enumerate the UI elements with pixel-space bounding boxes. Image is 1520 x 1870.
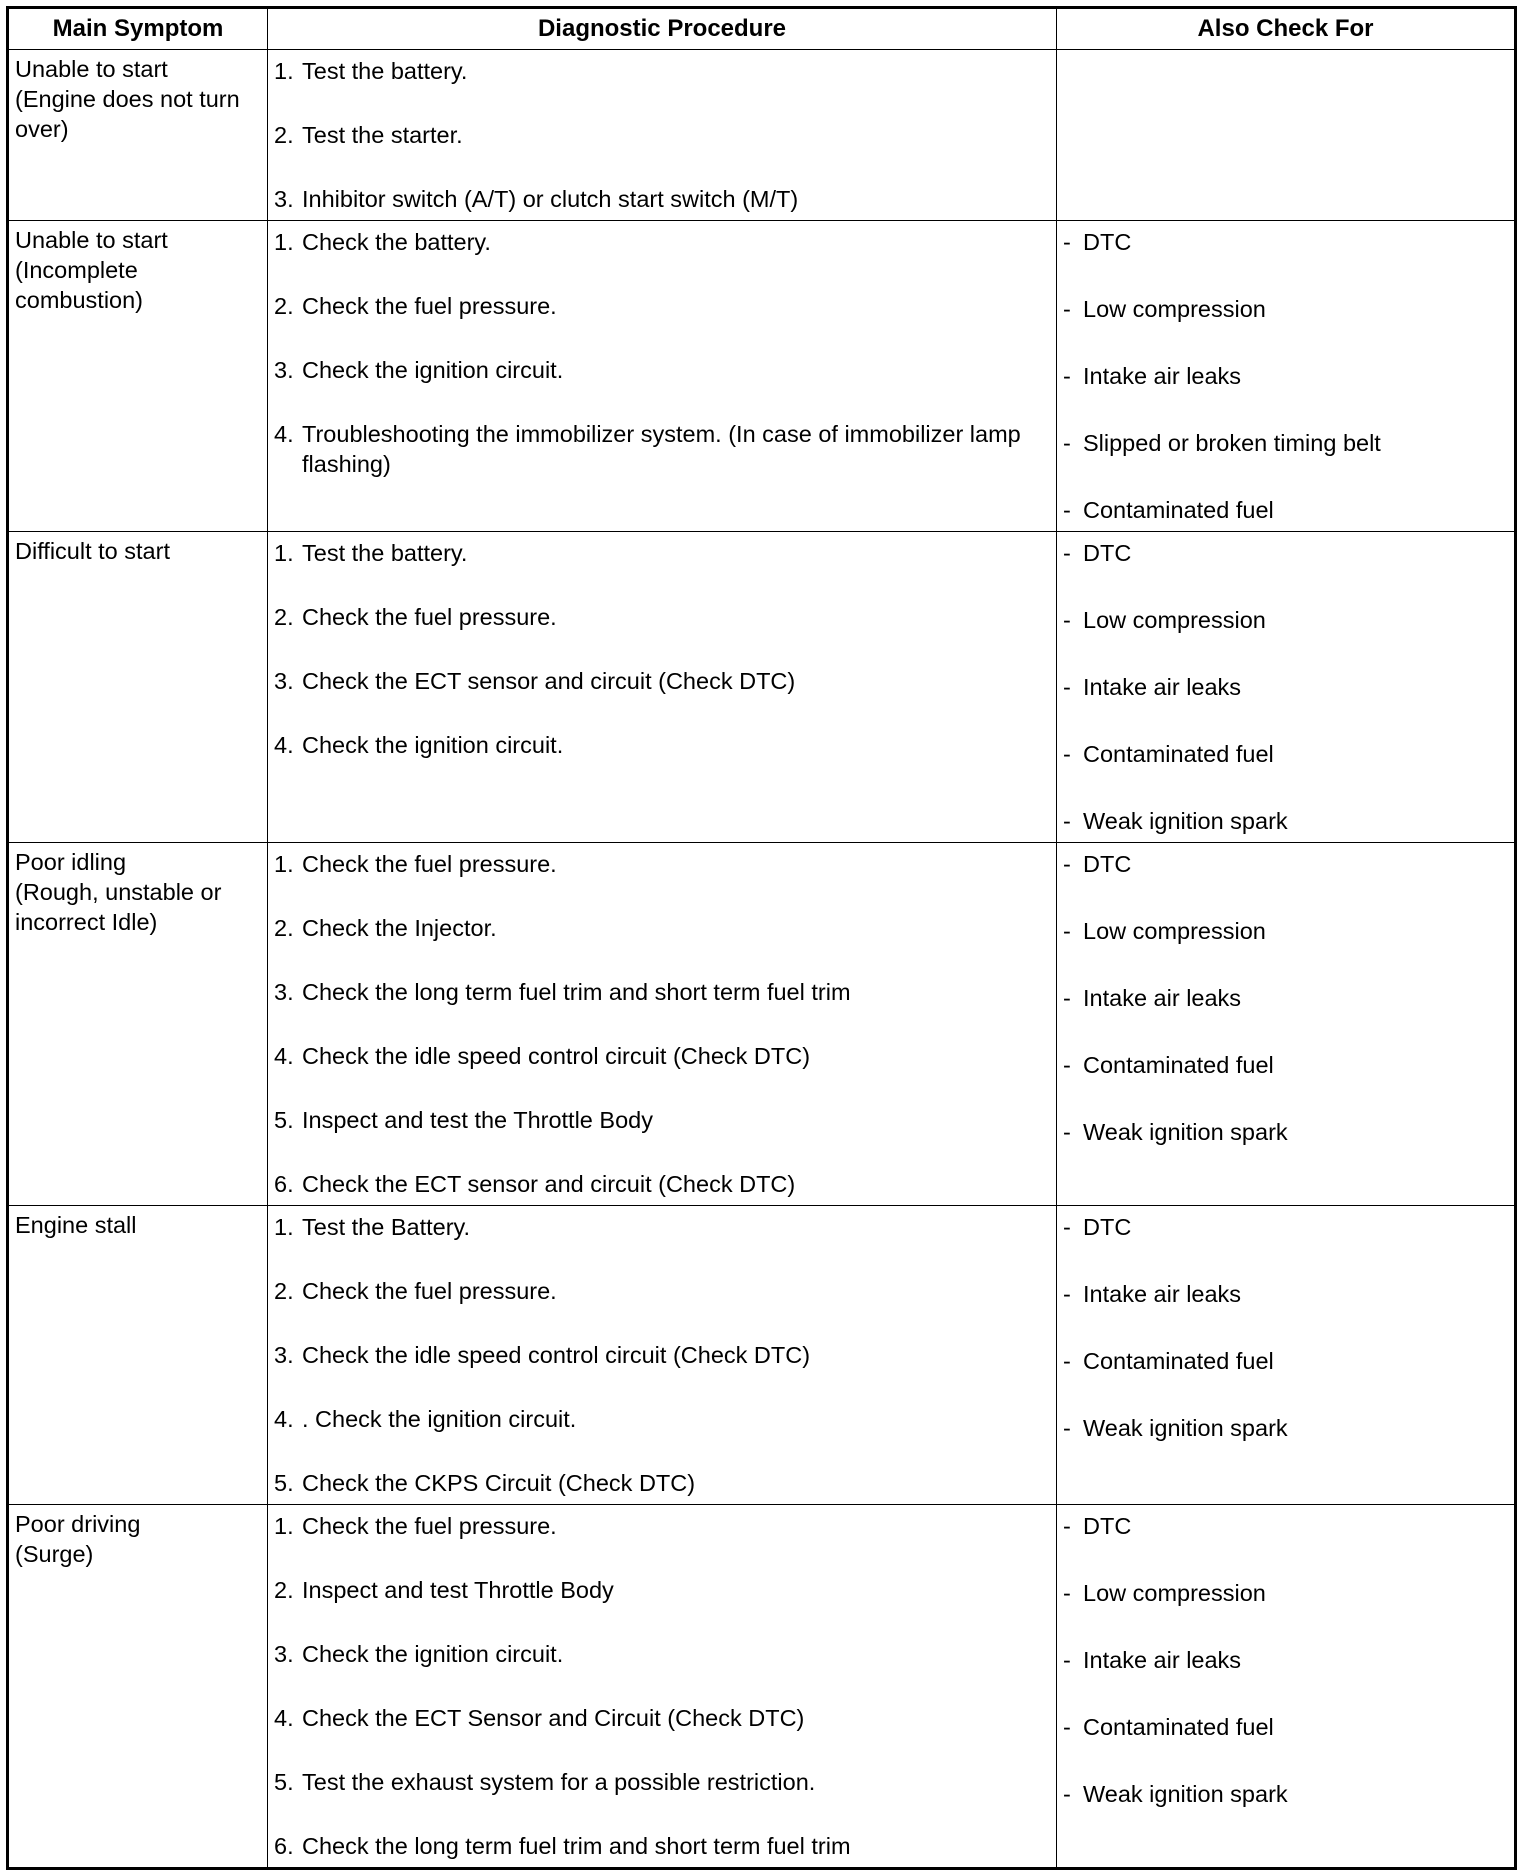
step-number: 2.	[274, 1278, 294, 1304]
procedure-step	[274, 1468, 1050, 1498]
also-check-item	[1063, 1212, 1508, 1242]
also-check-list	[1057, 221, 1514, 525]
step-text: Check the CKPS Circuit (Check DTC)	[302, 1470, 696, 1496]
procedure-step	[274, 184, 1050, 214]
step-number: 4.	[274, 1406, 294, 1432]
dash-bullet: -	[1063, 497, 1071, 523]
also-check-item	[1063, 1511, 1508, 1541]
also-check-text: Weak ignition spark	[1083, 1781, 1288, 1807]
dash-bullet: -	[1063, 918, 1071, 944]
symptom-text: Poor driving (Surge)	[15, 1511, 141, 1567]
header-main-symptom: Main Symptom	[8, 8, 268, 50]
procedure-step	[274, 1575, 1050, 1605]
also-check-text: DTC	[1083, 540, 1132, 566]
also-check-item	[1063, 983, 1508, 1013]
procedure-step	[274, 1340, 1050, 1370]
dash-bullet: -	[1063, 1348, 1071, 1374]
step-text: Check the Injector.	[302, 915, 497, 941]
also-check-item	[1063, 1779, 1508, 1809]
symptom-text: Poor idling (Rough, unstable or incorrect Idle)	[15, 849, 222, 935]
table-row	[8, 50, 1516, 221]
also-check-text: Low compression	[1083, 607, 1266, 633]
also-check-text: Weak ignition spark	[1083, 1119, 1288, 1145]
procedure-step	[274, 1703, 1050, 1733]
procedure-step	[274, 849, 1050, 879]
also-check-list	[1057, 1505, 1514, 1809]
also-check-text: DTC	[1083, 229, 1132, 255]
also-check-item	[1063, 1346, 1508, 1376]
also-check-item	[1063, 361, 1508, 391]
dash-bullet: -	[1063, 540, 1071, 566]
procedure-cell	[268, 1505, 1057, 1869]
dash-bullet: -	[1063, 296, 1071, 322]
also-check-text: Low compression	[1083, 296, 1266, 322]
table-row	[8, 221, 1516, 532]
also-check-text: DTC	[1083, 1513, 1132, 1539]
procedure-cell	[268, 1206, 1057, 1505]
symptom-cell	[8, 1206, 268, 1505]
step-number: 1.	[274, 58, 294, 84]
also-check-item	[1063, 1645, 1508, 1675]
procedure-list	[268, 1206, 1056, 1498]
also-check-text: Intake air leaks	[1083, 985, 1242, 1011]
symptom-text: Engine stall	[15, 1212, 137, 1238]
dash-bullet: -	[1063, 1119, 1071, 1145]
step-number: 1.	[274, 1214, 294, 1240]
dash-bullet: -	[1063, 985, 1071, 1011]
procedure-step	[274, 1511, 1050, 1541]
step-number: 3.	[274, 1641, 294, 1667]
also-check-item	[1063, 1413, 1508, 1443]
symptom-cell	[8, 532, 268, 843]
step-number: 1.	[274, 229, 294, 255]
also-check-item	[1063, 672, 1508, 702]
also-check-item	[1063, 739, 1508, 769]
also-check-list	[1057, 532, 1514, 836]
symptom-text: Unable to start (Engine does not turn over)	[15, 56, 240, 142]
dash-bullet: -	[1063, 1714, 1071, 1740]
procedure-step	[274, 538, 1050, 568]
procedure-step	[274, 227, 1050, 257]
step-text: Test the battery.	[302, 58, 468, 84]
step-text: Check the fuel pressure.	[302, 1278, 557, 1304]
dash-bullet: -	[1063, 851, 1071, 877]
also-check-item	[1063, 294, 1508, 324]
also-check-text: Low compression	[1083, 918, 1266, 944]
procedure-step	[274, 355, 1050, 385]
step-number: 3.	[274, 668, 294, 694]
step-text: Inspect and test the Throttle Body	[302, 1107, 653, 1133]
also-check-cell	[1057, 532, 1516, 843]
also-check-text: Intake air leaks	[1083, 1647, 1242, 1673]
step-text: Test the exhaust system for a possible restriction.	[302, 1769, 816, 1795]
also-check-item	[1063, 605, 1508, 635]
procedure-step	[274, 913, 1050, 943]
step-text: Check the idle speed control circuit (Check DTC)	[302, 1043, 811, 1069]
procedure-step	[274, 120, 1050, 150]
dash-bullet: -	[1063, 741, 1071, 767]
procedure-step	[274, 1212, 1050, 1242]
step-number: 5.	[274, 1107, 294, 1133]
also-check-item	[1063, 1117, 1508, 1147]
step-number: 1.	[274, 1513, 294, 1539]
also-check-text: Contaminated fuel	[1083, 1052, 1274, 1078]
also-check-item	[1063, 428, 1508, 458]
dash-bullet: -	[1063, 1214, 1071, 1240]
dash-bullet: -	[1063, 229, 1071, 255]
header-also-check-for: Also Check For	[1057, 8, 1516, 50]
step-text: Check the fuel pressure.	[302, 851, 557, 877]
step-text: Inspect and test Throttle Body	[302, 1577, 614, 1603]
dash-bullet: -	[1063, 607, 1071, 633]
symptom-cell	[8, 50, 268, 221]
also-check-text: DTC	[1083, 1214, 1132, 1240]
header-row	[8, 8, 1516, 50]
table-row	[8, 1505, 1516, 1869]
step-number: 2.	[274, 604, 294, 630]
step-text: Check the ECT sensor and circuit (Check DTC)	[302, 668, 796, 694]
also-check-cell	[1057, 221, 1516, 532]
also-check-text: Weak ignition spark	[1083, 808, 1288, 834]
step-number: 3.	[274, 979, 294, 1005]
procedure-step	[274, 666, 1050, 696]
step-number: 4.	[274, 732, 294, 758]
also-check-cell	[1057, 1206, 1516, 1505]
also-check-item	[1063, 849, 1508, 879]
step-text: Test the starter.	[302, 122, 463, 148]
dash-bullet: -	[1063, 363, 1071, 389]
also-check-text: Intake air leaks	[1083, 674, 1242, 700]
also-check-item	[1063, 806, 1508, 836]
step-text: Check the ECT sensor and circuit (Check DTC)	[302, 1171, 796, 1197]
diagnostic-table	[6, 6, 1517, 1870]
also-check-text: Contaminated fuel	[1083, 1714, 1274, 1740]
header-diagnostic-procedure: Diagnostic Procedure	[268, 8, 1057, 50]
procedure-cell	[268, 532, 1057, 843]
step-text: Troubleshooting the immobilizer system. (In case of immobilizer lamp flashing)	[302, 421, 1021, 477]
step-number: 5.	[274, 1470, 294, 1496]
also-check-text: Contaminated fuel	[1083, 741, 1274, 767]
also-check-text: Slipped or broken timing belt	[1083, 430, 1381, 456]
dash-bullet: -	[1063, 1580, 1071, 1606]
step-text: Check the ignition circuit.	[302, 1641, 564, 1667]
step-text: Check the battery.	[302, 229, 491, 255]
dash-bullet: -	[1063, 1415, 1071, 1441]
step-number: 6.	[274, 1833, 294, 1859]
step-number: 6.	[274, 1171, 294, 1197]
also-check-text: DTC	[1083, 851, 1132, 877]
procedure-step	[274, 56, 1050, 86]
also-check-cell	[1057, 1505, 1516, 1869]
also-check-item	[1063, 1050, 1508, 1080]
dash-bullet: -	[1063, 1647, 1071, 1673]
also-check-text: Intake air leaks	[1083, 363, 1242, 389]
dash-bullet: -	[1063, 1281, 1071, 1307]
step-text: Check the fuel pressure.	[302, 604, 557, 630]
symptom-cell	[8, 221, 268, 532]
procedure-step	[274, 291, 1050, 321]
step-number: 2.	[274, 915, 294, 941]
dash-bullet: -	[1063, 1513, 1071, 1539]
procedure-step	[274, 1169, 1050, 1199]
also-check-item	[1063, 227, 1508, 257]
step-number: 2.	[274, 122, 294, 148]
procedure-step	[274, 1639, 1050, 1669]
also-check-text: Weak ignition spark	[1083, 1415, 1288, 1441]
symptom-text: Unable to start (Incomplete combustion)	[15, 227, 168, 313]
step-text: Check the idle speed control circuit (Check DTC)	[302, 1342, 811, 1368]
procedure-step	[274, 1831, 1050, 1861]
also-check-list	[1057, 1206, 1514, 1443]
dash-bullet: -	[1063, 1781, 1071, 1807]
step-text: Inhibitor switch (A/T) or clutch start switch (M/T)	[302, 186, 799, 212]
also-check-cell	[1057, 843, 1516, 1206]
also-check-item	[1063, 1578, 1508, 1608]
step-number: 1.	[274, 540, 294, 566]
procedure-list	[268, 221, 1056, 479]
also-check-text: Low compression	[1083, 1580, 1266, 1606]
procedure-step	[274, 730, 1050, 760]
dash-bullet: -	[1063, 1052, 1071, 1078]
procedure-step	[274, 1041, 1050, 1071]
procedure-step	[274, 1105, 1050, 1135]
also-check-list	[1057, 50, 1514, 56]
dash-bullet: -	[1063, 674, 1071, 700]
procedure-step	[274, 419, 1050, 479]
symptom-text: Difficult to start	[15, 538, 170, 564]
procedure-step	[274, 977, 1050, 1007]
symptom-cell	[8, 843, 268, 1206]
step-text: Test the Battery.	[302, 1214, 471, 1240]
table-row	[8, 532, 1516, 843]
procedure-cell	[268, 843, 1057, 1206]
step-text: Check the fuel pressure.	[302, 1513, 557, 1539]
also-check-item	[1063, 538, 1508, 568]
also-check-item	[1063, 495, 1508, 525]
also-check-text: Contaminated fuel	[1083, 1348, 1274, 1374]
step-number: 3.	[274, 357, 294, 383]
also-check-list	[1057, 843, 1514, 1147]
step-text: Test the battery.	[302, 540, 468, 566]
also-check-cell	[1057, 50, 1516, 221]
dash-bullet: -	[1063, 808, 1071, 834]
step-text: Check the ignition circuit.	[302, 732, 564, 758]
step-number: 4.	[274, 421, 294, 447]
step-number: 3.	[274, 1342, 294, 1368]
step-number: 4.	[274, 1705, 294, 1731]
procedure-list	[268, 532, 1056, 760]
table-body	[8, 50, 1516, 1869]
step-text: Check the fuel pressure.	[302, 293, 557, 319]
also-check-item	[1063, 1279, 1508, 1309]
step-text: Check the long term fuel trim and short term fuel trim	[302, 1833, 851, 1859]
step-text: Check the long term fuel trim and short term fuel trim	[302, 979, 851, 1005]
step-text: Check the ECT Sensor and Circuit (Check DTC)	[302, 1705, 805, 1731]
procedure-list	[268, 1505, 1056, 1861]
step-number: 1.	[274, 851, 294, 877]
step-number: 2.	[274, 1577, 294, 1603]
dash-bullet: -	[1063, 430, 1071, 456]
table-row	[8, 843, 1516, 1206]
step-number: 3.	[274, 186, 294, 212]
step-text: Check the ignition circuit.	[302, 357, 564, 383]
step-number: 4.	[274, 1043, 294, 1069]
also-check-item	[1063, 1712, 1508, 1742]
table-row	[8, 1206, 1516, 1505]
procedure-cell	[268, 221, 1057, 532]
also-check-text: Intake air leaks	[1083, 1281, 1242, 1307]
procedure-cell	[268, 50, 1057, 221]
also-check-text: Contaminated fuel	[1083, 497, 1274, 523]
procedure-step	[274, 602, 1050, 632]
step-text: . Check the ignition circuit.	[302, 1406, 577, 1432]
procedure-step	[274, 1767, 1050, 1797]
procedure-list	[268, 50, 1056, 214]
also-check-item	[1063, 916, 1508, 946]
procedure-step	[274, 1276, 1050, 1306]
procedure-list	[268, 843, 1056, 1199]
step-number: 2.	[274, 293, 294, 319]
step-number: 5.	[274, 1769, 294, 1795]
symptom-cell	[8, 1505, 268, 1869]
procedure-step	[274, 1404, 1050, 1434]
